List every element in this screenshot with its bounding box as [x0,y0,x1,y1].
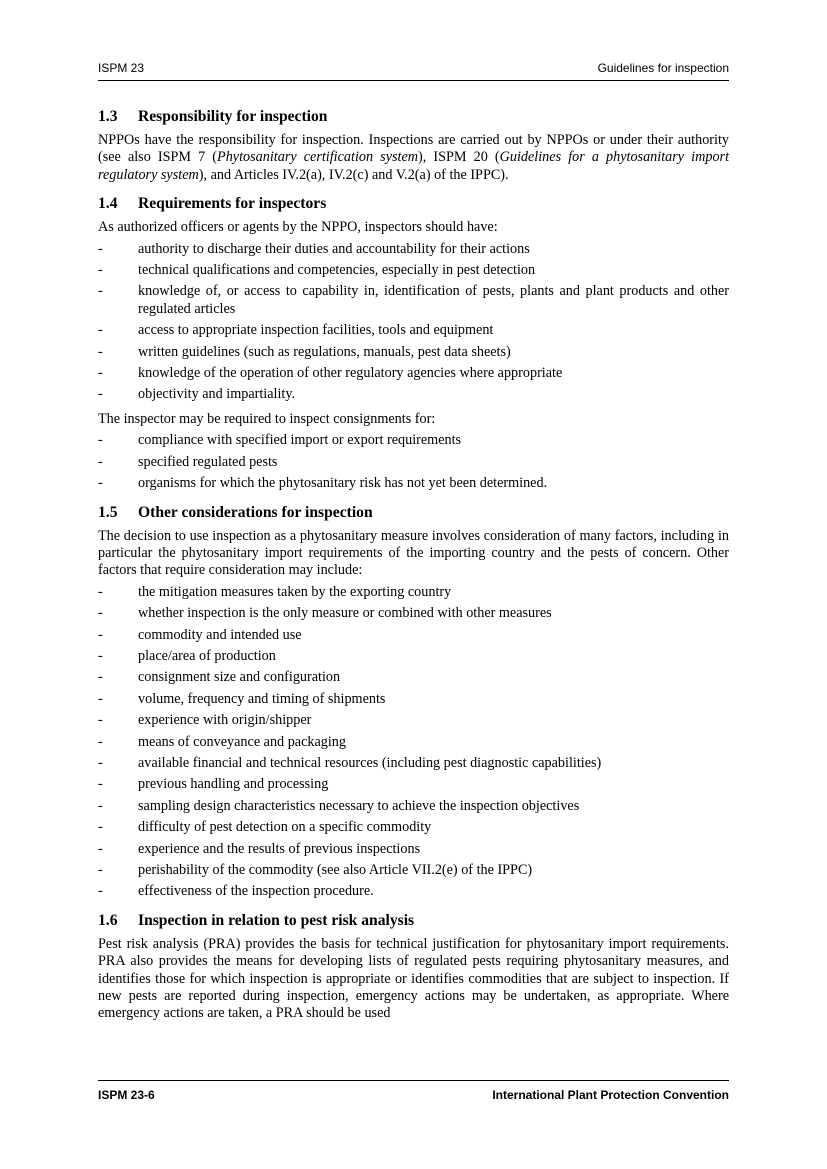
list-item: - difficulty of pest detection on a specific commodity [98,819,432,836]
list-item: - experience and the results of previous inspections [98,840,421,857]
section-1-3 [98,107,729,184]
list-item: - organisms for which the phytosanitary risk has not yet been determined. [98,475,548,492]
list-item: - volume, frequency and timing of shipments [98,690,386,707]
list-item: - access to appropriate inspection facilities, tools and equipment [98,322,494,339]
list-item: - authority to discharge their duties and accountability for their actions [98,240,530,257]
list-item: - the mitigation measures taken by the exporting country [98,583,452,600]
section-heading [98,107,729,126]
section-heading [98,194,729,213]
italic-title: Phytosanitary certification system [217,149,419,166]
paragraph: The inspector may be required to inspect consignments for: [98,410,436,427]
section-1-4 [98,194,729,492]
list-item: - perishability of the commodity (see also Article VII.2(e) of the IPPC) [98,862,533,878]
section-number: 1.4 [98,195,118,213]
section-number: 1.5 [98,503,118,521]
section-title: Responsibility for inspection [138,108,328,125]
list-item: - knowledge of the operation of other regulatory agencies where appropriate [98,365,563,382]
header-doc-title: Guidelines for inspection [597,61,729,75]
list-item: - knowledge of, or access to capability in, identification of pests, plants and plant products and other regulated articles [98,283,729,317]
list-item: - specified regulated pests [98,453,278,470]
section-number: 1.6 [98,911,118,929]
list-item: - technical qualifications and competencies, especially in pest detection [98,262,536,279]
bullet-list [98,584,729,901]
section-1-6 [98,911,729,1023]
section-1-5 [98,503,729,901]
list-item: - previous handling and processing [98,776,329,793]
paragraph [98,132,729,184]
footer-page-number: ISPM 23-6 [98,1088,155,1102]
section-heading [98,503,729,522]
list-item: - available financial and technical resources (including pest diagnostic capabilities) [98,754,602,771]
list-item: - objectivity and impartiality. [98,386,296,403]
section-heading [98,911,729,930]
list-item: - commodity and intended use [98,626,302,643]
bullet-list [98,241,729,404]
paragraph: As authorized officers or agents by the NPPO, inspectors should have: [98,219,498,236]
bullet-list [98,432,729,492]
section-title: Requirements for inspectors [138,195,327,213]
list-item: - effectiveness of the inspection procedure. [98,883,374,900]
list-item: - written guidelines (such as regulations, manuals, pest data sheets) [98,343,511,360]
text-run: ), and Articles IV.2(a), IV.2(c) and V.2(a) of the IPPC). [198,166,509,183]
section-number: 1.3 [98,108,118,125]
header-doc-id: ISPM 23 [98,61,145,75]
page-header [98,60,729,81]
list-item: - whether inspection is the only measure or combined with other measures [98,605,552,622]
footer-organization: International Plant Protection Convention [492,1088,729,1102]
text-run: NPPOs have the responsibility for inspection. Inspections are carried out by NPPOs or under their authority (see also ISPM 7 ( [98,132,729,166]
page-footer [98,1080,729,1101]
paragraph: Pest risk analysis (PRA) provides the basis for technical justification for phytosanitary import requirements. PRA also provides the means for developing lists of regulated pests requiring phytosanitary measures, and identifies those for which inspection is appropriate or identifies commodities that are subject to inspection. If new pests are reported during inspection, emergency actions may be undertaken, as appropriate. Where emergency actions are taken, a PRA should be used [98,935,729,1022]
section-title: Inspection in relation to pest risk analysis [138,911,415,929]
list-item: - sampling design characteristics necessary to achieve the inspection objectives [98,797,580,814]
list-item: - compliance with specified import or export requirements [98,432,462,449]
list-item: - place/area of production [98,647,276,664]
list-item: - consignment size and configuration [98,669,341,686]
italic-title: Guidelines for a phytosanitary import regulatory system [98,149,730,183]
section-title: Other considerations for inspection [138,503,373,521]
paragraph: The decision to use inspection as a phytosanitary measure involves consideration of many factors, including in particular the phytosanitary import requirements of the importing country and the pests of concern. Other factors that require consideration may include: [98,527,729,579]
page-content [98,107,729,1023]
list-item: - means of conveyance and packaging [98,733,346,750]
text-run: ), ISPM 20 ( [418,149,500,166]
list-item: - experience with origin/shipper [98,712,312,729]
